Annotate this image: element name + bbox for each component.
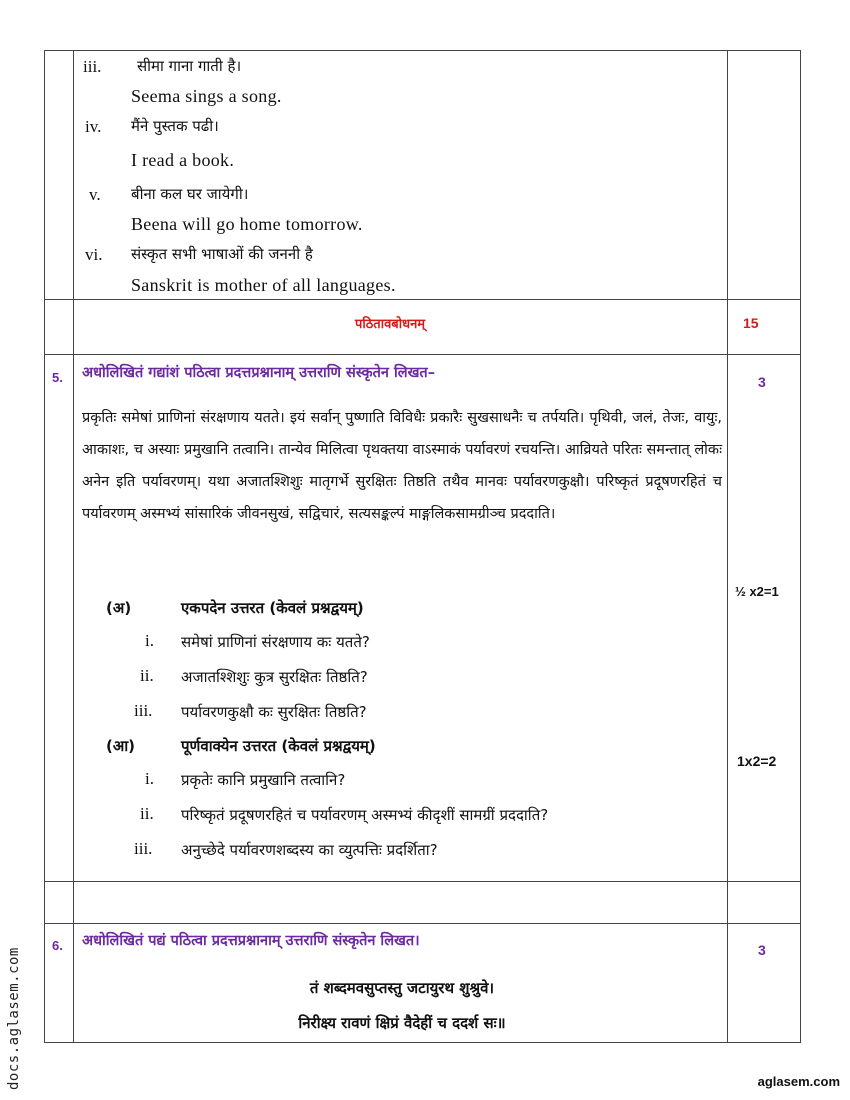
hindi-sentence: मैंने पुस्तक पढी। xyxy=(131,117,219,135)
subquestion-text: प्रकृतेः कानि प्रमुखानि तत्वानि? xyxy=(181,771,346,789)
row-divider xyxy=(44,881,800,882)
hindi-sentence: संस्कृत सभी भाषाओं की जननी है xyxy=(131,245,313,263)
hindi-sentence: बीना कल घर जायेगी। xyxy=(131,185,249,203)
passage xyxy=(82,402,722,530)
part-label: (आ) xyxy=(106,737,136,755)
part-title: पूर्णवाक्येन उत्तरत (केवलं प्रश्नद्वयम्) xyxy=(181,737,376,755)
row-divider xyxy=(44,354,800,355)
part-title: एकपदेन उत्तरत (केवलं प्रश्नद्वयम्) xyxy=(181,599,364,617)
english-sentence: Sanskrit is mother of all languages. xyxy=(131,275,396,295)
part-label: (अ) xyxy=(106,599,132,617)
question-number: 5. xyxy=(52,370,63,385)
subquestion-text: अनुच्छेदे पर्यावरणशब्दस्य का व्युत्पत्तिः प्रदर्शिता? xyxy=(181,841,438,859)
verse-line: निरीक्ष्य रावणं क्षिप्रं वैदेहीं च ददर्श सः॥ xyxy=(298,1014,506,1032)
english-sentence: I read a book. xyxy=(131,150,235,170)
item-number: vi. xyxy=(85,245,103,264)
subquestion-number: iii. xyxy=(134,701,153,720)
subquestion-text: समेषां प्राणिनां संरक्षणाय कः यतते? xyxy=(181,633,370,651)
question-instruction: अधोलिखितं गद्यांशं पठित्वा प्रदत्तप्रश्नानाम् उत्तराणि संस्कृतेन लिखत– xyxy=(82,365,435,381)
subquestion-number: ii. xyxy=(140,666,154,685)
subquestion-number: ii. xyxy=(140,804,154,823)
col-divider xyxy=(800,50,801,1043)
subquestion-number: iii. xyxy=(134,839,153,858)
item-number: v. xyxy=(89,185,101,204)
col-divider xyxy=(73,50,74,1043)
col-divider xyxy=(44,50,45,1043)
section-marks: 15 xyxy=(743,315,759,331)
passage-text: प्रकृतिः समेषां प्राणिनां संरक्षणाय यतते। इयं सर्वान् पुष्णाति विविधैः प्रकारैः सुखसाधनैः च तर्पयति। पृथिवी, जलं, तेजः, वायुः, आकाशः, च अस्याः प्रमुखानि तत्वानि। तान्येव मिलित्वा पृथक्तया वाऽस्माकं पर्यावरणं रचयन्ति। आव्रियते परितः समन्तात् लोकः अनेन इति पर्यावरणम्। यथा अजातश्शिशुः मातृगर्भे सुरक्षितः तिष्ठति तथैव मानवः पर्यावरणकुक्षौ। परिष्कृतं प्रदूषणरहितं च पर्यावरणम् अस्मभ्यं सांसारिकं जीवनसुखं, सद्विचारं, सत्यसङ्कल्पं माङ्गलिकसामग्रीञ्च प्रददाति। xyxy=(82,410,722,522)
english-sentence: Beena will go home tomorrow. xyxy=(131,214,363,234)
verse-line: तं शब्दमवसुप्तस्तु जटायुरथ शुश्रुवे। xyxy=(309,979,495,997)
footer-brand: aglasem.com xyxy=(757,1074,840,1089)
watermark-text: docs.aglasem.com xyxy=(6,947,22,1090)
subquestion-text: परिष्कृतं प्रदूषणरहितं च पर्यावरणम् अस्मभ्यं कीदृशीं सामग्रीं प्रददाति? xyxy=(181,806,549,824)
question-marks: 3 xyxy=(758,942,766,958)
section-title: पठितावबोधनम् xyxy=(355,317,426,332)
table-border-top xyxy=(44,50,800,51)
row-divider xyxy=(44,299,800,300)
col-divider xyxy=(727,50,728,1043)
question-marks: 3 xyxy=(758,374,766,390)
subquestion-text: पर्यावरणकुक्षौ कः सुरक्षितः तिष्ठति? xyxy=(181,703,367,721)
item-number: iii. xyxy=(83,57,102,76)
row-divider xyxy=(44,923,800,924)
part-marks: 1x2=2 xyxy=(737,753,777,769)
question-number: 6. xyxy=(52,938,63,953)
hindi-sentence: सीमा गाना गाती है। xyxy=(137,57,242,75)
part-marks: ½ x2=1 xyxy=(735,584,779,599)
table-border-bottom xyxy=(44,1042,800,1043)
english-sentence: Seema sings a song. xyxy=(131,86,282,106)
question-instruction: अधोलिखितं पद्यं पठित्वा प्रदत्तप्रश्नानाम् उत्तराणि संस्कृतेन लिखत। xyxy=(82,933,420,949)
subquestion-number: i. xyxy=(145,769,154,788)
subquestion-number: i. xyxy=(145,631,154,650)
subquestion-text: अजातश्शिशुः कुत्र सुरक्षितः तिष्ठति? xyxy=(181,668,368,686)
item-number: iv. xyxy=(85,117,102,136)
